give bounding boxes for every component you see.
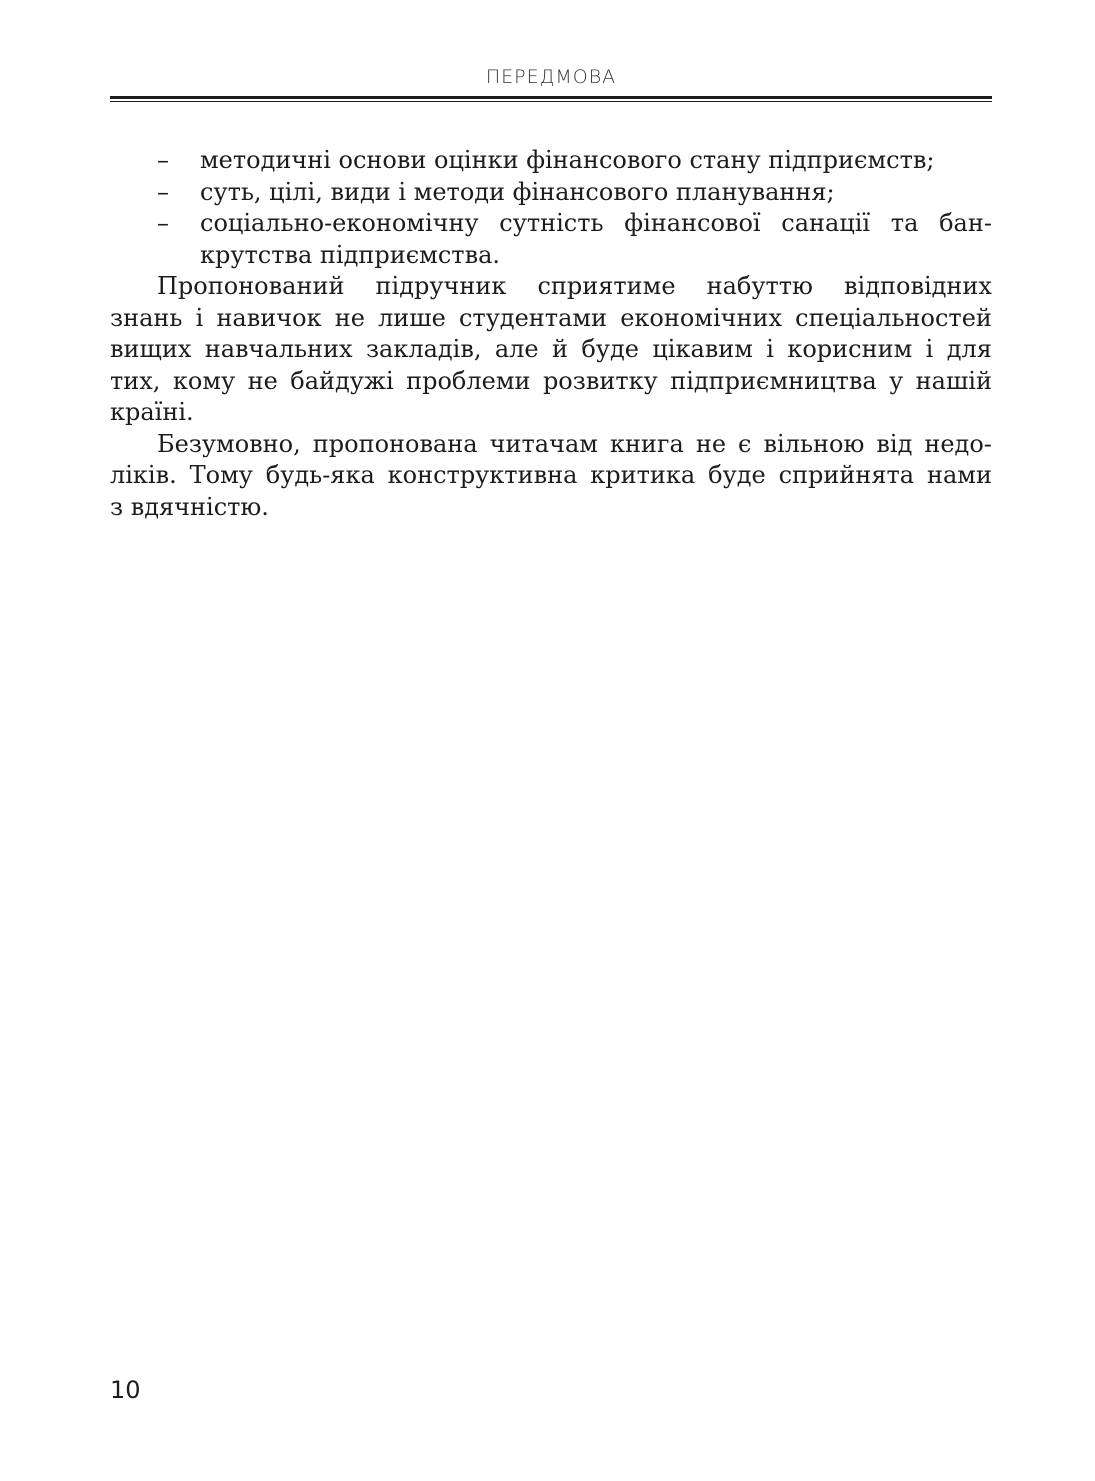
word: сприйнята	[778, 461, 915, 489]
paragraph-line	[110, 334, 992, 366]
word: нашій	[915, 366, 992, 395]
word: буде	[581, 335, 639, 363]
list-item	[110, 145, 992, 177]
word: але	[494, 335, 539, 363]
paragraph-line-last: країні.	[110, 398, 194, 426]
body-text	[110, 145, 992, 523]
word: і	[195, 303, 204, 332]
paragraph-line	[110, 303, 992, 335]
word: набуттю	[706, 272, 813, 300]
word: знань	[110, 303, 183, 332]
word: бан-	[939, 209, 992, 237]
word: корисним	[787, 335, 913, 363]
word: кому	[172, 366, 236, 395]
word: навчальних	[204, 335, 353, 363]
list-dash: –	[157, 177, 169, 206]
word: соціально-економічну	[200, 209, 479, 237]
paragraph-line	[110, 429, 992, 461]
word: фінансової	[624, 209, 761, 237]
word: розвитку	[542, 366, 658, 395]
word: підручник	[375, 272, 507, 300]
list-dash: –	[157, 146, 169, 174]
word: читачам	[489, 429, 598, 458]
list-item-text-line	[200, 208, 992, 240]
paragraph-line	[110, 366, 992, 398]
word: недо-	[924, 429, 992, 458]
word: економічних	[620, 303, 783, 332]
list-item-text: суть, цілі, види і методи фінансового планування;	[200, 177, 835, 206]
word: спеціальностей	[795, 303, 992, 332]
word: і	[925, 335, 934, 363]
header-rule-thick	[110, 96, 992, 99]
word: у	[889, 366, 904, 395]
word: Безумовно,	[157, 429, 301, 458]
paragraph-line-last: з вдячністю.	[110, 492, 269, 521]
word: тих,	[110, 366, 161, 395]
word: санації	[781, 209, 871, 237]
word: не	[334, 303, 365, 332]
word: лише	[378, 303, 446, 332]
word: відповідних	[844, 272, 992, 300]
word: та	[890, 209, 919, 237]
word: від	[876, 429, 913, 458]
paragraph-line	[110, 271, 992, 303]
word: будь-яка	[265, 461, 375, 489]
word: проблеми	[406, 366, 531, 395]
paragraph-line	[110, 460, 992, 492]
word: нами	[927, 461, 992, 489]
word: для	[946, 335, 992, 363]
list-item-text: методичні основи оцінки фінансового стану підприємств;	[200, 146, 935, 174]
word: студентами	[458, 303, 608, 332]
word: вільною	[763, 429, 865, 458]
word: й	[552, 335, 569, 363]
list-item-continuation	[110, 240, 992, 272]
list-item	[110, 177, 992, 209]
word: сприятиме	[537, 272, 676, 300]
list-dash: –	[157, 209, 169, 237]
running-head: ПЕРЕДМОВА	[485, 66, 617, 88]
word: критика	[590, 461, 696, 489]
list-item-text: крутства підприємства.	[200, 240, 501, 269]
header-rule-thin	[110, 101, 992, 102]
word: байдужі	[290, 366, 394, 395]
word: вищих	[110, 335, 192, 363]
word: конструктивна	[387, 461, 578, 489]
word: пропонована	[312, 429, 478, 458]
page-number: 10	[110, 1376, 141, 1404]
word: не	[695, 429, 727, 458]
word: ліків.	[110, 461, 177, 489]
word: Тому	[189, 461, 253, 489]
word: Пропонований	[157, 272, 345, 300]
word: підприємництва	[670, 366, 877, 395]
word: не	[247, 366, 278, 395]
word: є	[738, 429, 752, 458]
word: книга	[609, 429, 684, 458]
word: сутність	[499, 209, 604, 237]
word: закладів,	[365, 335, 482, 363]
word: цікавим	[652, 335, 753, 363]
word: і	[766, 335, 774, 363]
word: навичок	[216, 303, 322, 332]
word: буде	[708, 461, 766, 489]
list-item	[110, 208, 992, 240]
